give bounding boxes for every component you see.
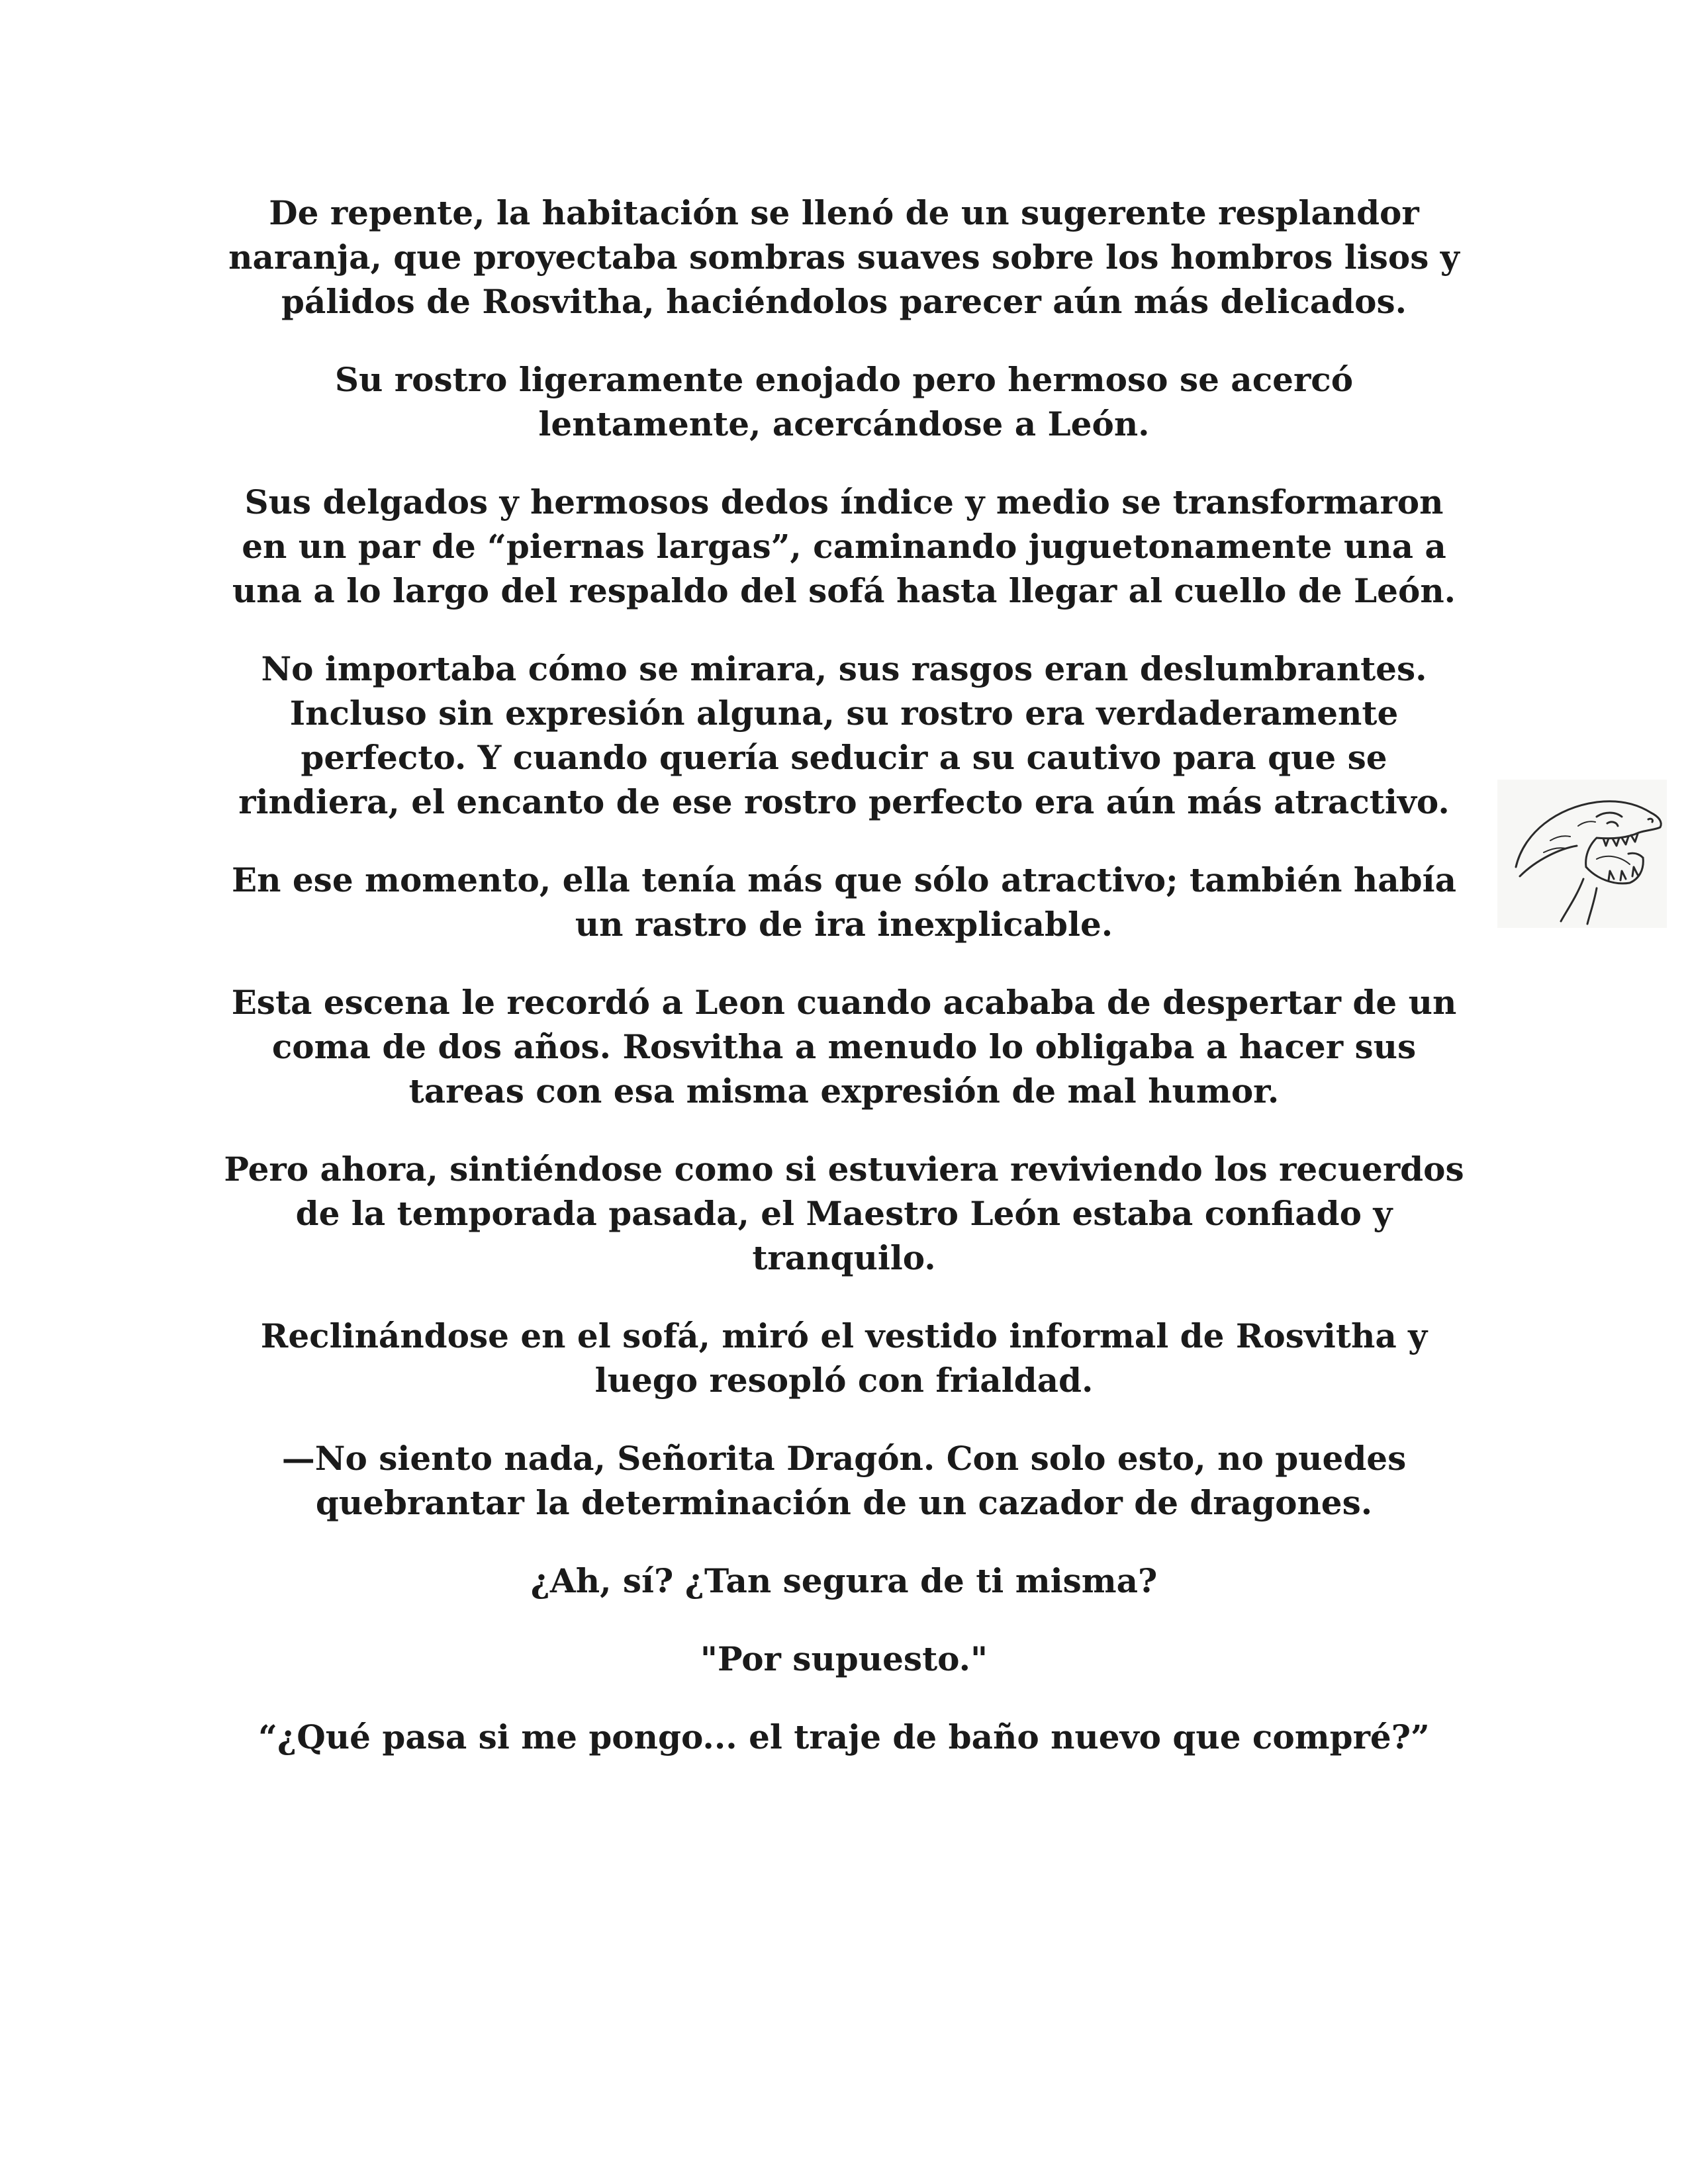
paragraph-10: ¿Ah, sí? ¿Tan segura de ti misma? <box>530 1561 1158 1600</box>
paragraph-2: Su rostro ligeramente enojado pero hermoso se acercó lentamente, acercándose a León. <box>334 360 1354 443</box>
paragraph-11: "Por supuesto." <box>700 1639 988 1678</box>
paragraph-8: Reclinándose en el sofá, miró el vestido informal de Rosvitha y luego resopló con frialdad. <box>260 1316 1428 1400</box>
paragraph-1: De repente, la habitación se llenó de un sugerente resplandor naranja, que proyectaba sombras suaves sobre los hombros lisos y pálidos de Rosvitha, haciéndolos parecer aún más delicados. <box>228 193 1460 321</box>
paragraph-9: —No siento nada, Señorita Dragón. Con solo esto, no puedes quebrantar la determinación de un cazador de dragones. <box>281 1439 1407 1522</box>
paragraph-5: En ese momento, ella tenía más que sólo atractivo; también había un rastro de ira inexplicable. <box>232 860 1456 944</box>
document-body <box>218 191 1470 1793</box>
paragraph-3: Sus delgados y hermosos dedos índice y medio se transformaron en un par de “piernas largas”, caminando juguetonamente una a una a lo largo del respaldo del sofá hasta llegar al cuello de León. <box>232 482 1456 610</box>
paragraph-12: “¿Qué pasa si me pongo... el traje de baño nuevo que compré?” <box>258 1717 1430 1756</box>
paragraph-4: No importaba cómo se mirara, sus rasgos eran deslumbrantes. Incluso sin expresión alguna, su rostro era verdaderamente perfecto. Y cuando quería seducir a su cautivo para que se rindiera, el encanto de ese rostro perfecto era aún más atractivo. <box>238 649 1450 821</box>
paragraph-7: Pero ahora, sintiéndose como si estuviera reviviendo los recuerdos de la temporada pasada, el Maestro León estaba confiado y tranquilo. <box>224 1150 1464 1277</box>
dinosaur-head-sketch-icon <box>1497 780 1667 928</box>
paragraph-6: Esta escena le recordó a Leon cuando acababa de despertar de un coma de dos años. Rosvitha a menudo lo obligaba a hacer sus tareas con esa misma expresión de mal humor. <box>231 983 1457 1111</box>
